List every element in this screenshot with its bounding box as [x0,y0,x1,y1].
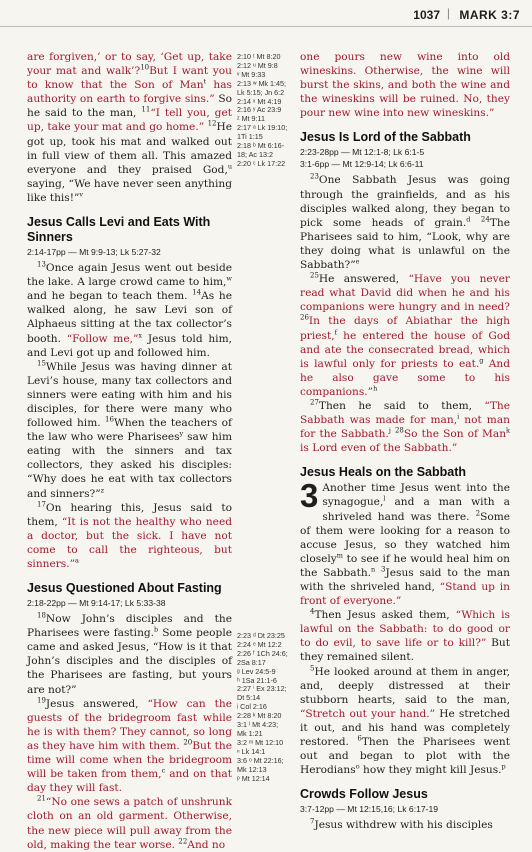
narrative-text: how they might kill Jesus. [359,764,502,777]
cross-reference-entry: 1Ti 1:15 [237,132,263,142]
footnote-marker: b [154,625,159,634]
words-of-jesus: has authority on earth to forgive sins.” [27,79,232,106]
parallel-reference: 2:18-22pp — Mt 9:14-17; Lk 5:33-38 [27,598,166,609]
narrative-text: Some people came and asked Jesus, “How is it that John’s disciples and the disciples of the Pharisees are fasting, but yours are not?” [27,627,232,696]
footnote-marker: k [506,426,510,435]
section-heading: Jesus Calls Levi and Eats With Sinners [27,215,211,245]
verse-number: 23 [310,172,319,181]
words-of-jesus: and on that day they will fast. [27,768,232,795]
narrative-text: When the teachers of the law who were Pharisees [27,417,232,444]
cross-reference-entry: Dt 5:14 [237,693,261,703]
cross-reference-entry: ᵍ Lev 24:5-9 [237,666,276,676]
verse-number: 20 [183,738,193,747]
verse-number: 16 [105,415,114,424]
footnote-marker: u [227,162,232,171]
cross-reference-entry: 2:12 ᵘ Mt 9:8 [237,60,278,70]
cross-reference-entry: 2Sa 8:17 [237,657,266,667]
cross-reference-entry: 2:27 ⁱ Ex 23:12; [237,684,287,694]
words-of-jesus: “How can the guests of the bridegroom fast while he is with them? They cannot, so long as they have him with them. [27,697,232,752]
narrative-text: He stretched it out, and his hand was completely restored. [300,707,510,749]
cross-reference-entry: Mk 1:21 [237,728,263,738]
narrative-text: The Pharisees said to him, “Look, why are they doing what is unlawful on the Sabbath?” [300,216,510,272]
cross-reference-entry: ᵖ Mt 12:14 [237,773,270,783]
narrative-text: But they remained silent. [300,637,511,664]
words-of-jesus: he entered the house of God and ate the consecrated bread, which is lawful only for priests to eat. [300,329,510,370]
cross-reference-entry: ᶻ Mt 9:11 [237,114,266,124]
cross-reference-entry: 2:16 ʸ Ac 23:9 [237,105,282,115]
cross-reference-entry: 18; Ac 13:2 [237,149,273,159]
footnote-marker: h [373,384,378,393]
words-of-jesus: “Have you never read what David did when he and his companions were hungry and in need? [300,273,510,314]
verse-number: 25 [310,271,319,280]
cross-reference-entry: 2:13 ʷ Mk 1:45; [237,78,287,88]
page-number: 1037 [413,8,440,22]
words-of-jesus: And no [187,838,226,851]
cross-reference-entry: ʲ Col 2:16 [237,702,267,712]
footnote-marker: f [334,327,337,336]
footnote-marker: j [388,426,391,435]
cross-reference-entry: Mk 12:13 [237,764,267,774]
cross-reference-entry: 3:6 ᵒ Mt 22:16; [237,755,284,765]
verse-paragraph [27,50,232,205]
verse-number: 22 [178,837,188,846]
footnote-marker: o [355,762,360,771]
cross-reference-entry: 2:18 ᵇ Mt 6:16- [237,141,285,151]
words-of-jesus: “It is not the healthy who need a doctor, but the sick. I have not come to call the righteous, but sinners.” [27,515,232,570]
verse-number: 17 [37,500,46,509]
words-of-jesus: not man for the Sabbath. [300,414,510,441]
parallel-reference: 2:23-28pp — Mt 12:1-8; Lk 6:1-5 [300,147,425,158]
narrative-text: saw him eating with the sinners and tax collectors, they asked his disciples: “Why does he eat with tax collectors and sinners?” [27,431,232,500]
narrative-text: As he walked along, he saw Levi son of Alphaeus sitting at the tax collector’s booth. [27,290,232,345]
verse-paragraph [300,477,511,608]
verse-number: 19 [37,696,46,705]
footnote-marker: g [479,356,484,365]
narrative-text: Then the Pharisees went out and began to plot with the Herodians [300,736,511,777]
page-header [0,6,532,27]
cross-reference-entry: 3:1 ˡ Mt 4:23; [237,720,279,730]
narrative-text: Now John’s disciples and the Pharisees were fasting. [27,613,232,640]
cross-reference-column-bottom [237,632,297,783]
cross-reference-entry: 2:14 ˣ Mt 4:19 [237,96,282,106]
narrative-text: He answered, [318,273,400,286]
verse-number: 14 [192,288,202,297]
footnote-marker: m [336,551,343,560]
words-of-jesus: So the Son of Man [403,428,507,441]
verse-paragraph [300,399,510,455]
cross-reference-entry: 2:26 ᶠ 1Ch 24:6; [237,648,288,658]
cross-reference-entry: 3:2 ᵐ Mt 12:10 [237,737,284,747]
verse-paragraph [27,795,232,851]
narrative-text: One Sabbath Jesus was going through the grainfields, and as his disciples walked along, they began to pick some heads of grain. [300,174,510,229]
verse-number: 28 [394,426,404,435]
verse-paragraph [300,272,510,399]
parallel-reference: 3:7-12pp — Mt 12:15,16; Lk 6:17-19 [300,804,439,815]
verse-paragraph [27,261,232,360]
cross-reference-entry: Lk 5:15; Jn 6:2 [237,87,285,97]
cross-reference-entry: ᵛ Mt 9:33 [237,69,266,79]
words-of-jesus: But I want you to know that the Son of Man [27,65,232,92]
footnote-marker: c [161,766,166,775]
parallel-reference: 2:14-17pp — Mt 9:9-13; Lk 5:27-32 [27,247,161,258]
narrative-text: Jesus told him, and Levi got up and followed him. [27,332,232,359]
verse-number: 21 [37,794,46,803]
words-of-jesus: “I tell you, get up, take your mat and go home.” [27,107,232,134]
verse-paragraph [300,665,510,778]
verse-number: 18 [37,611,46,620]
cross-reference-entry: 2:23 ᵈ Dt 23:25 [237,631,285,640]
narrative-text: and a man with a shriveled hand was there. [322,496,510,523]
verse-number: 10 [140,63,150,72]
verse-number: 12 [207,119,217,128]
footnote-marker: a [75,556,79,565]
verse-paragraph [300,608,510,664]
verse-number: 3 [381,565,386,574]
narrative-text: Some of them were looking for a reason to accuse Jesus, so they watched him closely [300,510,511,565]
words-of-jesus: “No one sews a patch of unshrunk cloth on an old garment. Otherwise, the new piece will pull away from the old, making the tear worse. [27,796,232,851]
verse-number: 4 [310,607,315,616]
words-of-jesus: “Stand up in front of everyone.” [300,581,510,608]
verse-number: 11 [141,105,151,114]
verse-number: 7 [310,817,315,826]
verse-paragraph [27,612,232,697]
verse-number: 27 [310,398,319,407]
right-text-column [300,50,510,832]
verse-paragraph [300,818,510,832]
footnote-marker: w [226,274,232,283]
footnote-marker: e [355,257,360,266]
narrative-text: Jesus said to the man with the shriveled hand, [300,566,510,593]
verse-paragraph [300,173,510,272]
words-of-jesus: In the days of Abiathar the high priest, [300,315,510,342]
words-of-jesus: But the time will come when the bridegroom will be taken from them, [27,739,232,781]
narrative-text: Jesus withdrew with his disciples [314,819,493,832]
verse-number: 5 [310,664,315,673]
footnote-marker: v [79,190,84,199]
cross-reference-entry: ʰ 1Sa 21:1-6 [237,675,277,685]
verse-number: 26 [300,313,309,322]
footnote-marker: t [203,77,207,86]
words-of-jesus: are forgiven,’ or to say, ‘Get up, take your mat and walk’? [27,51,232,78]
narrative-text: He got up, took his mat and walked out in full view of them all. This amazed everyone and they praised God, [27,121,233,176]
verse-number: 13 [37,260,46,269]
cross-reference-entry: 2:24 ᵉ Mt 12:2 [237,639,282,649]
narrative-text: On hearing this, Jesus said to them, [27,501,232,528]
narrative-text: to see if he would heal him on the Sabbath. [300,552,510,579]
chapter-number: 3 [300,477,319,515]
cross-reference-entry: ⁿ Lk 14:1 [237,746,266,756]
footnote-marker: y [179,429,184,438]
words-of-jesus: “Which is lawful on the Sabbath: to do good or to do evil, to save life or to kill?” [300,609,510,650]
left-text-column [27,50,232,852]
header-separator: | [446,6,450,20]
verse-paragraph [27,501,232,571]
narrative-text: So he said to the man, [27,93,232,120]
verse-paragraph [27,697,232,796]
running-head: MARK 3:7 [459,8,520,22]
parallel-reference: 3:1-6pp — Mt 12:9-14; Lk 6:6-11 [300,159,424,170]
verse-number: 15 [37,359,46,368]
narrative-text: Another time Jesus went into the synagogue, [322,482,510,509]
narrative-text: Then Jesus asked them, [314,609,450,622]
section-heading: Jesus Heals on the Sabbath [300,465,467,480]
cross-reference-entry: 2:10 ᵗ Mt 8:20 [237,52,281,61]
narrative-text: Jesus answered, [45,697,139,710]
footnote-marker: p [501,762,506,771]
words-of-jesus: And he also gave some to his companions.” [300,357,510,398]
narrative-text: and he began to teach them. [27,290,188,303]
words-of-jesus: “Stretch out your hand.” [300,707,436,720]
section-heading: Jesus Questioned About Fasting [27,581,222,596]
words-of-jesus: “Follow me,” [66,332,139,345]
section-heading: Crowds Follow Jesus [300,787,428,802]
narrative-text: He looked around at them in anger, and, deeply distressed at their stubborn hearts, said to the man, [300,665,510,706]
cross-reference-entry: 2:17 ᵃ Lk 19:10; [237,123,288,133]
verse-number: 6 [357,734,362,743]
cross-reference-entry: 2:20 ᶜ Lk 17:22 [237,158,286,168]
narrative-text: saying, “We have never seen anything like this!” [27,177,232,204]
cross-reference-column-top [237,53,297,169]
words-of-jesus: “The Sabbath was made for man, [300,399,510,427]
narrative-text: While Jesus was having dinner at Levi’s house, many tax collectors and sinners were eating with him and his disciples, for there were many who followed him. [27,360,232,430]
footnote-marker: z [100,486,105,494]
section-heading: Jesus Is Lord of the Sabbath [300,130,471,145]
footnote-marker: l [383,494,386,503]
footnote-marker: i [457,412,460,421]
verse-number: 2 [475,509,481,517]
narrative-text: Once again Jesus went out beside the lake. A large crowd came to him, [27,262,232,289]
footnote-marker: d [466,215,471,224]
cross-reference-entry: 2:28 ᵏ Mt 8:20 [237,711,282,721]
verse-paragraph: one pours new wine into old wineskins. Otherwise, the wine will burst the skins, and both the wine and the wineskins will be ruined. No, they pour new wine into new wineskins.” [300,51,510,120]
verse-paragraph [27,360,232,501]
footnote-marker: x [138,330,143,339]
verse-number: 24 [480,215,490,224]
footnote-marker: n [371,565,376,574]
words-of-jesus: is Lord even of the Sabbath.” [300,442,458,455]
narrative-text: Then he said to them, [318,399,472,412]
